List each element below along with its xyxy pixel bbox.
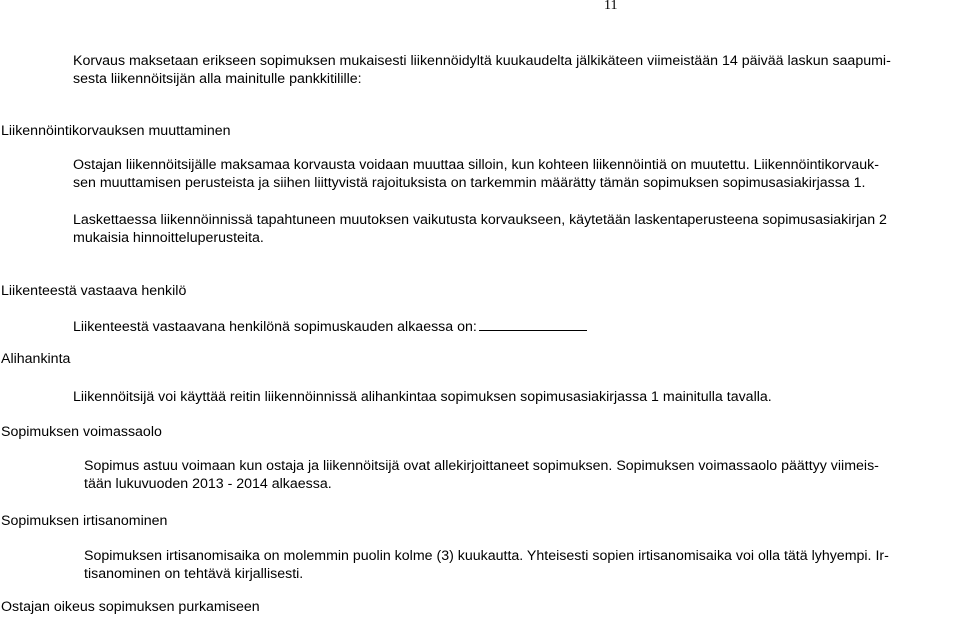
heading-purchaser-right-to-cancel: Ostajan oikeus sopimuksen purkamiseen [1, 599, 260, 615]
responsible-person-text: Liikenteestä vastaavana henkilönä sopimuskauden alkaessa on: [73, 319, 477, 335]
compensation-change-line-2: sen muuttamisen perusteista ja siihen liittyvistä rajoituksista on tarkemmin määrätty tämän sopimuksen sopimusasiakirjassa 1. [73, 175, 866, 191]
heading-validity: Sopimuksen voimassaolo [1, 424, 162, 440]
heading-compensation-change: Liikennöintikorvauksen muuttaminen [1, 123, 231, 139]
heading-termination: Sopimuksen irtisanominen [1, 513, 168, 529]
compensation-change-paragraph [73, 156, 946, 192]
payment-paragraph [73, 52, 946, 88]
calculation-paragraph [73, 211, 946, 247]
payment-paragraph-line-1: Korvaus maksetaan erikseen sopimuksen mukaisesti liikennöidyltä kuukaudelta jälkikäteen viimeistään 14 päivää laskun saapumi- [73, 53, 891, 69]
responsible-person-paragraph [73, 317, 946, 336]
termination-paragraph [84, 547, 946, 583]
termination-line-1: Sopimuksen irtisanomisaika on molemmin puolin kolme (3) kuukautta. Yhteisesti sopien irtisanomisaika voi olla tätä lyhyempi. Ir- [84, 548, 889, 564]
page-number: 11 [604, 0, 618, 13]
compensation-change-line-1: Ostajan liikennöitsijälle maksamaa korvausta voidaan muuttaa silloin, kun kohteen liikennöintiä on muutettu. Liikennöintikorvauk- [73, 157, 879, 173]
validity-line-2: tään lukuvuoden 2013 - 2014 alkaessa. [84, 476, 332, 492]
heading-responsible-person: Liikenteestä vastaava henkilö [1, 283, 187, 299]
calculation-line-1: Laskettaessa liikennöinnissä tapahtuneen muutoksen vaikutusta korvaukseen, käytetään laskentaperusteena sopimusasiakirjan 2 [73, 212, 887, 228]
heading-subcontracting: Alihankinta [1, 351, 71, 367]
validity-line-1: Sopimus astuu voimaan kun ostaja ja liikennöitsijä ovat allekirjoittaneet sopimuksen. Sopimuksen voimassaolo päättyy viimeis- [84, 458, 879, 474]
validity-paragraph [84, 457, 946, 493]
termination-line-2: tisanominen on tehtävä kirjallisesti. [84, 566, 304, 582]
payment-paragraph-line-2: sesta liikennöitsijän alla mainitulle pankkitilille: [73, 71, 362, 87]
subcontracting-paragraph: Liikennöitsijä voi käyttää reitin liikennöinnissä alihankintaa sopimuksen sopimusasiakirjassa 1 mainitulla tavalla. [73, 389, 772, 405]
calculation-line-2: mukaisia hinnoitteluperusteita. [73, 230, 264, 246]
responsible-person-blank-line [479, 317, 587, 331]
